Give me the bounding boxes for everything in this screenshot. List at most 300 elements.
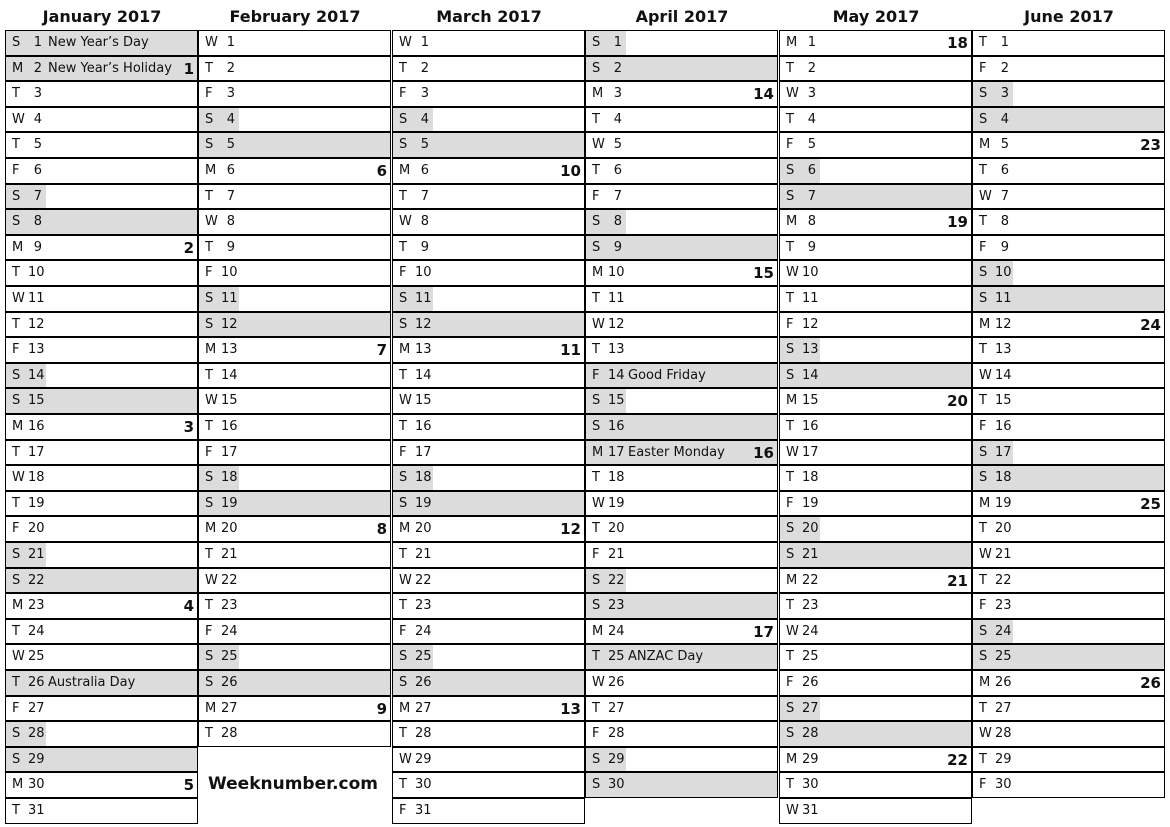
day-row[interactable] [972,491,1165,517]
day-number: 16 [995,419,1012,434]
weekday-letter: S [979,623,988,639]
day-row[interactable] [5,670,198,696]
day-number: 6 [1000,163,1009,178]
day-row[interactable] [5,491,198,517]
day-row[interactable] [392,235,585,261]
day-row[interactable] [5,568,198,594]
day-row[interactable] [198,440,391,466]
day-row[interactable] [779,107,972,133]
day-number: 24 [608,623,625,639]
day-number: 15 [221,393,238,409]
day-row[interactable] [5,209,198,235]
day-number: 28 [995,726,1012,742]
day-number: 2 [807,60,816,76]
day-row[interactable] [779,30,972,56]
day-row[interactable] [5,465,198,491]
day-row[interactable] [779,568,972,594]
day-row[interactable] [5,440,198,466]
site-brand[interactable]: Weeknumber.com [207,774,379,794]
day-number: 19 [221,495,238,511]
day-row[interactable] [198,363,391,389]
day-row[interactable] [5,747,198,773]
day-row[interactable] [392,107,585,133]
day-row[interactable] [585,721,778,747]
day-row[interactable] [5,619,198,645]
day-row[interactable] [585,516,778,542]
day-row[interactable] [779,465,972,491]
day-row[interactable] [585,593,778,619]
day-row[interactable] [5,644,198,670]
weekday-letter: T [12,86,20,102]
day-row[interactable] [198,696,391,722]
day-number: 30 [802,777,819,793]
day-row[interactable] [972,184,1165,210]
day-row[interactable] [779,593,972,619]
day-row[interactable] [392,158,585,184]
day-row[interactable] [392,491,585,517]
day-row[interactable] [779,619,972,645]
day-row[interactable] [5,184,198,210]
weekday-letter: T [399,367,407,383]
day-row[interactable] [972,772,1165,798]
day-row[interactable] [585,209,778,235]
day-row[interactable] [972,619,1165,645]
weekday-letter: F [205,623,213,639]
day-row[interactable] [585,491,778,517]
day-row[interactable] [198,670,391,696]
weekday-letter: S [979,111,988,127]
day-row[interactable] [779,491,972,517]
day-number: 4 [420,111,429,127]
weekday-letter: W [399,393,412,409]
day-row[interactable] [585,696,778,722]
day-row[interactable] [585,132,778,158]
day-row[interactable] [392,644,585,670]
day-row[interactable] [198,619,391,645]
day-row[interactable] [972,465,1165,491]
day-row[interactable] [585,772,778,798]
day-number: 17 [415,444,432,460]
day-row[interactable] [198,568,391,594]
day-row[interactable] [972,568,1165,594]
weekday-letter: S [205,470,214,486]
day-row[interactable] [198,644,391,670]
day-row[interactable] [392,312,585,338]
day-number: 17 [995,444,1012,460]
day-number: 7 [807,188,816,204]
day-row[interactable] [198,593,391,619]
day-row[interactable] [585,363,778,389]
day-row[interactable] [972,747,1165,773]
day-row[interactable] [392,516,585,542]
holiday-label: Easter Monday [628,444,725,460]
day-number: 2 [420,60,429,76]
weekday-letter: F [205,86,213,102]
day-row[interactable] [392,747,585,773]
weekday-letter: M [399,163,411,178]
weekday-letter: W [979,188,992,204]
day-number: 14 [221,367,238,383]
day-row[interactable] [392,184,585,210]
day-row[interactable] [5,286,198,312]
day-row[interactable] [198,414,391,440]
day-number: 3 [226,86,235,102]
day-row[interactable] [392,798,585,824]
day-number: 16 [802,419,819,434]
day-row[interactable] [779,184,972,210]
weekday-letter: F [12,700,20,716]
day-number: 16 [221,419,238,434]
day-row[interactable] [972,516,1165,542]
weekday-letter: S [399,316,408,332]
weekday-letter: F [399,444,407,460]
week-number: 12 [560,520,581,539]
day-row[interactable] [392,363,585,389]
day-row[interactable] [5,158,198,184]
day-row[interactable] [972,644,1165,670]
day-row[interactable] [5,593,198,619]
day-row[interactable] [972,696,1165,722]
day-row[interactable] [198,132,391,158]
day-number: 15 [802,393,819,409]
weekday-letter: S [786,547,795,562]
day-row[interactable] [5,721,198,747]
weekday-letter: S [979,291,988,306]
day-row[interactable] [198,184,391,210]
day-row[interactable] [585,184,778,210]
day-row[interactable] [5,542,198,568]
day-row[interactable] [392,286,585,312]
day-row[interactable] [779,312,972,338]
weekday-letter: W [205,393,218,409]
day-number: 27 [415,700,432,716]
day-number: 13 [995,342,1012,358]
day-row[interactable] [198,465,391,491]
weekday-letter: W [399,572,412,588]
day-number: 23 [221,598,238,614]
day-row[interactable] [972,235,1165,261]
day-row[interactable] [779,388,972,414]
day-row[interactable] [392,696,585,722]
day-row[interactable] [5,56,198,82]
day-row[interactable] [779,286,972,312]
day-number: 30 [28,777,45,793]
day-row[interactable] [585,30,778,56]
day-row[interactable] [5,312,198,338]
day-row[interactable] [585,644,778,670]
day-row[interactable] [585,568,778,594]
day-row[interactable] [392,414,585,440]
day-row[interactable] [5,798,198,824]
day-number: 14 [802,367,819,383]
day-row[interactable] [198,107,391,133]
day-row[interactable] [198,260,391,286]
week-number: 8 [376,520,387,539]
day-number: 12 [221,316,238,332]
weekday-letter: M [205,700,217,716]
day-row[interactable] [585,542,778,568]
day-number: 25 [221,649,238,665]
day-row[interactable] [585,312,778,338]
day-row[interactable] [5,107,198,133]
weekday-letter: S [592,572,601,588]
week-number: 2 [183,238,194,257]
day-row[interactable] [585,81,778,107]
day-row[interactable] [392,132,585,158]
weekday-letter: S [786,367,795,383]
day-row[interactable] [779,81,972,107]
day-row[interactable] [5,81,198,107]
weekday-letter: F [979,239,987,255]
day-row[interactable] [972,593,1165,619]
weekday-letter: T [205,547,213,562]
day-row[interactable] [779,260,972,286]
day-number: 8 [226,214,235,230]
day-number: 23 [802,598,819,614]
day-number: 4 [33,111,42,127]
day-row[interactable] [972,721,1165,747]
weekday-letter: S [205,675,214,690]
weekday-letter: T [592,700,600,716]
week-number: 23 [1140,136,1161,155]
weekday-letter: M [399,700,411,716]
weekday-letter: T [786,419,794,434]
day-row[interactable] [198,337,391,363]
day-row[interactable] [198,721,391,747]
day-row[interactable] [972,312,1165,338]
day-number: 24 [802,623,819,639]
day-row[interactable] [5,132,198,158]
weekday-letter: M [979,495,991,511]
day-row[interactable] [972,209,1165,235]
day-row[interactable] [972,30,1165,56]
day-row[interactable] [779,235,972,261]
day-row[interactable] [5,414,198,440]
day-row[interactable] [779,337,972,363]
weekday-letter: W [205,572,218,588]
day-row[interactable] [392,772,585,798]
day-row[interactable] [198,158,391,184]
day-row[interactable] [585,337,778,363]
day-row[interactable] [198,312,391,338]
day-row[interactable] [392,440,585,466]
day-row[interactable] [585,670,778,696]
week-number: 5 [183,776,194,795]
day-row[interactable] [5,772,198,798]
day-row[interactable] [972,414,1165,440]
day-number: 26 [995,675,1012,690]
day-row[interactable] [972,260,1165,286]
day-number: 13 [221,342,238,358]
week-number: 3 [183,418,194,436]
day-row[interactable] [779,670,972,696]
day-row[interactable] [779,747,972,773]
day-number: 15 [995,393,1012,409]
day-row[interactable] [585,440,778,466]
day-row[interactable] [392,593,585,619]
day-row[interactable] [392,568,585,594]
day-row[interactable] [585,747,778,773]
weekday-letter: M [12,239,24,255]
day-row[interactable] [779,644,972,670]
day-number: 19 [415,495,432,511]
day-row[interactable] [5,363,198,389]
day-row[interactable] [392,337,585,363]
day-number: 10 [802,265,819,281]
day-number: 31 [28,803,45,818]
day-number: 5 [420,137,429,153]
day-number: 2 [613,60,622,76]
day-number: 28 [28,726,45,742]
day-number: 27 [802,700,819,716]
day-number: 7 [33,188,42,204]
weekday-letter: W [12,291,25,306]
day-row[interactable] [198,491,391,517]
day-row[interactable] [585,619,778,645]
day-row[interactable] [5,388,198,414]
day-row[interactable] [585,260,778,286]
day-row[interactable] [972,81,1165,107]
day-row[interactable] [779,56,972,82]
weekday-letter: T [205,367,213,383]
day-row[interactable] [972,542,1165,568]
day-row[interactable] [585,158,778,184]
day-row[interactable] [779,132,972,158]
day-row[interactable] [392,388,585,414]
day-row[interactable] [779,209,972,235]
day-row[interactable] [5,260,198,286]
day-row[interactable] [392,81,585,107]
weekday-letter: S [12,572,21,588]
day-row[interactable] [779,798,972,824]
day-row[interactable] [585,465,778,491]
day-row[interactable] [198,235,391,261]
day-number: 13 [802,342,819,358]
day-row[interactable] [972,363,1165,389]
day-row[interactable] [585,414,778,440]
day-row[interactable] [198,388,391,414]
holiday-label: ANZAC Day [628,649,704,665]
day-row[interactable] [972,388,1165,414]
day-row[interactable] [392,30,585,56]
weekday-letter: T [592,163,600,178]
day-number: 3 [613,86,622,102]
day-row[interactable] [198,542,391,568]
day-row[interactable] [779,696,972,722]
day-row[interactable] [779,363,972,389]
week-number: 9 [376,699,387,718]
weekday-letter: T [592,470,600,486]
day-row[interactable] [972,286,1165,312]
day-row[interactable] [585,286,778,312]
weekday-letter: F [205,444,213,460]
day-row[interactable] [779,721,972,747]
day-row[interactable] [972,56,1165,82]
weekday-letter: S [592,35,601,50]
month-title: March 2017 [436,7,542,26]
day-number: 7 [420,188,429,204]
weekday-letter: M [592,265,604,281]
day-row[interactable] [779,772,972,798]
day-row[interactable] [585,107,778,133]
weekday-letter: M [399,521,411,537]
day-row[interactable] [779,516,972,542]
weekday-letter: W [592,495,605,511]
day-row[interactable] [392,619,585,645]
day-row[interactable] [392,670,585,696]
day-row[interactable] [972,132,1165,158]
day-row[interactable] [392,721,585,747]
day-row[interactable] [972,158,1165,184]
day-row[interactable] [5,30,198,56]
day-row[interactable] [779,414,972,440]
weekday-letter: F [979,419,987,434]
day-row[interactable] [585,235,778,261]
day-row[interactable] [198,516,391,542]
day-row[interactable] [392,56,585,82]
day-row[interactable] [5,696,198,722]
day-row[interactable] [198,209,391,235]
day-row[interactable] [392,209,585,235]
day-row[interactable] [392,465,585,491]
day-row[interactable] [5,516,198,542]
day-number: 4 [1000,111,1009,127]
weekday-letter: T [592,521,600,537]
day-number: 25 [802,649,819,665]
day-row[interactable] [5,337,198,363]
weekday-letter: S [205,137,214,153]
day-number: 14 [995,367,1012,383]
day-row[interactable] [779,440,972,466]
day-row[interactable] [585,56,778,82]
day-row[interactable] [198,56,391,82]
day-row[interactable] [972,670,1165,696]
day-number: 26 [608,675,625,690]
day-row[interactable] [585,388,778,414]
day-number: 4 [807,111,816,127]
day-number: 28 [415,726,432,742]
day-number: 16 [608,419,625,434]
day-row[interactable] [779,542,972,568]
day-row[interactable] [972,107,1165,133]
holiday-label: New Year’s Holiday [48,60,172,76]
day-row[interactable] [972,337,1165,363]
weekday-letter: W [12,649,25,665]
day-number: 1 [807,35,816,50]
day-number: 6 [33,163,42,178]
day-number: 6 [613,163,622,178]
weekday-letter: S [205,291,214,306]
day-row[interactable] [392,260,585,286]
day-row[interactable] [198,81,391,107]
day-row[interactable] [972,440,1165,466]
week-number: 20 [947,392,968,411]
day-row[interactable] [198,30,391,56]
weekday-letter: M [592,86,604,102]
weekday-letter: F [786,316,794,332]
weekday-letter: W [205,214,218,230]
day-row[interactable] [779,158,972,184]
weekday-letter: T [12,444,20,460]
day-number: 18 [608,470,625,486]
day-row[interactable] [392,542,585,568]
weekday-letter: T [12,803,20,818]
holiday-label: New Year’s Day [48,35,149,50]
day-number: 10 [28,265,45,281]
day-row[interactable] [198,286,391,312]
day-number: 7 [226,188,235,204]
day-row[interactable] [5,235,198,261]
